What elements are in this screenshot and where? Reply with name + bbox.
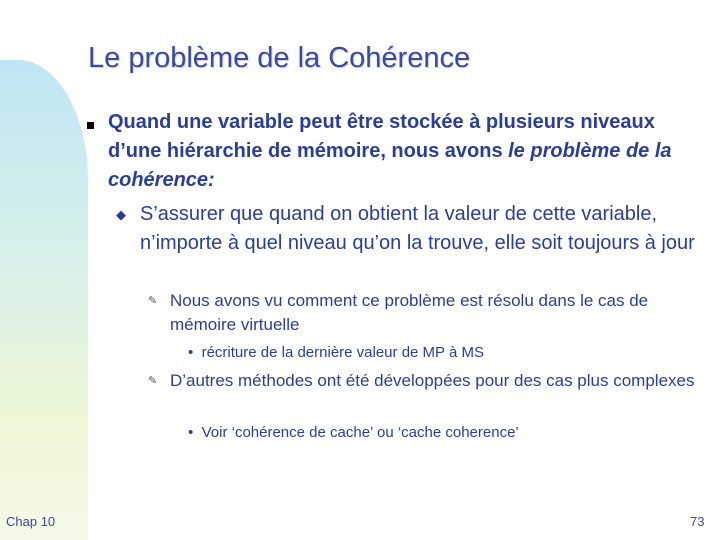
- slide-title: Le problème de la Cohérence: [88, 42, 471, 74]
- pen-bullet-icon: ✎: [148, 374, 158, 387]
- bullet-level1: [108, 108, 698, 195]
- decorative-side-band: [0, 60, 88, 540]
- bullet-level3-other-methods: D’autres méthodes ont été développées pour des cas plus complexes: [170, 371, 695, 390]
- bullet-level1-emphasis: le problème de la cohérence:: [108, 140, 672, 191]
- bullet-level4-cache-text: Voir ‘cohérence de cache’ ou ‘cache coherence’: [201, 424, 519, 441]
- square-bullet-icon: [87, 122, 94, 129]
- bullet-level4-cache: [188, 424, 519, 441]
- pen-bullet-icon: ✎: [148, 294, 158, 307]
- bullet-level2: S’assurer que quand on obtient la valeur de cette variable, n’importe à quel niveau qu’on la trouve, elle soit toujours à jour: [140, 203, 695, 254]
- bullet-level4-rewrite: [188, 344, 484, 361]
- chapter-label: Chap 10: [6, 514, 56, 529]
- bullet-level4-rewrite-text: récriture de la dernière valeur de MP à MS: [201, 344, 484, 361]
- page-number: 73: [690, 514, 705, 529]
- bullet-level1-text: Quand une variable peut être stockée à plusieurs niveaux d’une hiérarchie de mémoire, nous avons: [108, 111, 655, 162]
- diamond-bullet-icon: ◆: [116, 208, 126, 223]
- dot-bullet-icon: •: [188, 344, 202, 361]
- bullet-level3-virtual-memory: Nous avons vu comment ce problème est résolu dans le cas de mémoire virtuelle: [170, 291, 649, 334]
- dot-bullet-icon: •: [188, 424, 202, 441]
